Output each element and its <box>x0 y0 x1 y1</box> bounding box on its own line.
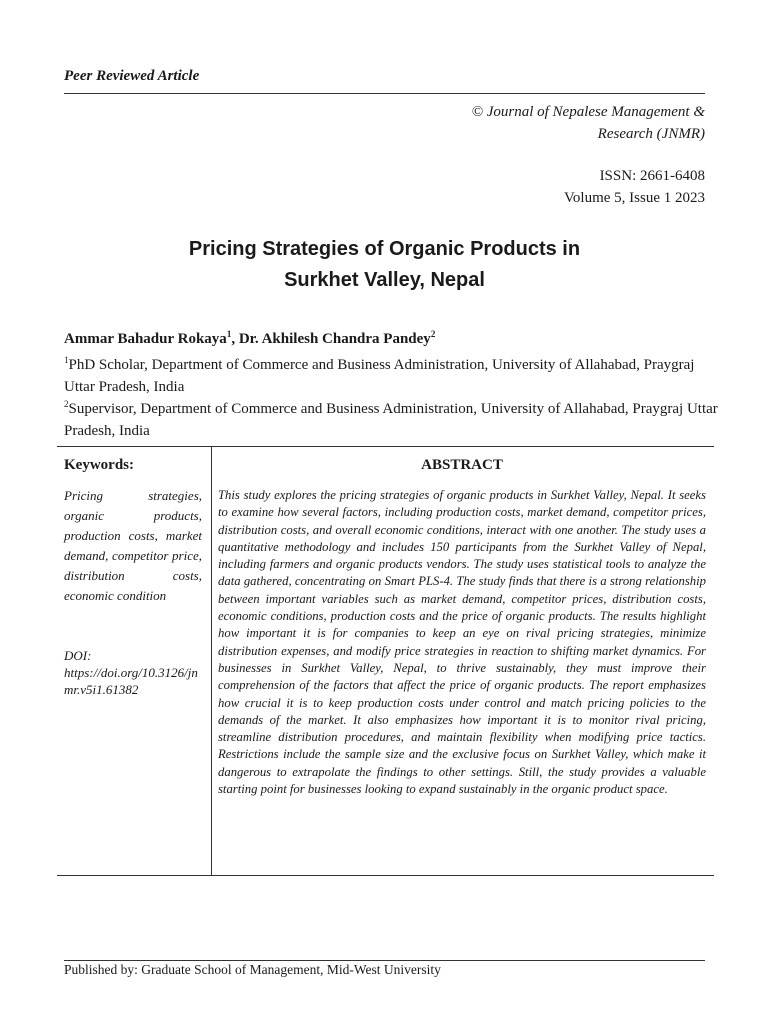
abstract-box-divider <box>211 446 212 876</box>
paper-title <box>64 234 705 296</box>
affiliation-1-text: PhD Scholar, Department of Commerce and Business Administration, University of Allahabad, Praygraj Uttar Pradesh, India <box>64 357 695 395</box>
keywords-list: Pricing strategies, organic products, production costs, market demand, competitor price, distribution costs, economic condition <box>64 488 202 603</box>
journal-name-line2: Research (JNMR) <box>597 126 705 142</box>
affiliation-2-text: Supervisor, Department of Commerce and Business Administration, University of Allahabad, Praygraj Uttar Pradesh, India <box>64 401 718 439</box>
footer-rule <box>64 960 705 961</box>
publication-info <box>405 165 705 209</box>
abstract-body: This study explores the pricing strategies of organic products in Surkhet Valley, Nepal. It seeks to examine how several factors, including production costs, market demand, competitor prices, distribution costs, and overall economic conditions, interact with one another. The study uses a quantitative methodology and includes 150 participants from the Surkhet Valley of Nepal, including farmers and organic products vendors. The study uses statistical tools to analyze the data gathered, concentrating on Smart PLS-4. The study finds that there is a strong relationship between important variables such as market demand, competitor prices, distribution costs, economic conditions, production costs and the price of organic products. The results highlight how important it is for companies to keep an eye on rival pricing strategies, minimize distribution expenses, and modify price strategies in reaction to shifting market dynamics. For businesses in Surkhet Valley, Nepal, to thrive sustainably, they must improve their comprehension of the factors that affect the price of organic products. The report emphasizes how crucial it is to keep production costs under control and match pricing policies to the demands of the market. It also emphasizes how important it is to monitor rival pricing, streamline distribution procedures, and maintain flexibility when modifying price tactics. Restrictions include the sample size and the exclusive focus on Surkhet Valley, which make it dangerous to extrapolate the findings to other settings. Still, the study provides a valuable starting point for businesses looking to expand sustainably in the organic product space. <box>218 488 706 797</box>
abstract-box-top-rule <box>57 446 714 447</box>
author-2-affiliation-mark: 2 <box>430 329 436 339</box>
publisher-footer: Published by: Graduate School of Management, Mid-West University <box>64 962 441 977</box>
keywords-heading: Keywords: <box>64 457 134 473</box>
doi-link[interactable]: https://doi.org/10.3126/jnmr.v5i1.61382 <box>64 665 198 697</box>
affiliation-2 <box>64 393 724 442</box>
article-type-label: Peer Reviewed Article <box>64 68 200 84</box>
affiliation-1 <box>64 349 724 398</box>
issn: ISSN: 2661-6408 <box>599 168 705 184</box>
doi-label: DOI: <box>64 648 92 663</box>
affiliation-1-mark: 1 <box>64 355 69 365</box>
paper-title-line2: Surkhet Valley, Nepal <box>284 269 485 291</box>
author-separator: , <box>231 331 239 347</box>
author-1: Ammar Bahadur Rokaya <box>64 331 227 347</box>
journal-name-line1: © Journal of Nepalese Management & <box>471 104 705 120</box>
author-list <box>64 329 435 348</box>
journal-name <box>405 101 705 145</box>
volume-issue: Volume 5, Issue 1 2023 <box>564 190 705 206</box>
author-1-affiliation-mark: 1 <box>226 329 232 339</box>
affiliation-2-mark: 2 <box>64 399 69 409</box>
paper-title-line1: Pricing Strategies of Organic Products in <box>188 238 581 260</box>
abstract-heading: ABSTRACT <box>421 457 503 473</box>
abstract-box-bottom-rule <box>57 875 714 876</box>
author-2: Dr. Akhilesh Chandra Pandey <box>238 331 431 347</box>
header-rule <box>64 93 705 94</box>
